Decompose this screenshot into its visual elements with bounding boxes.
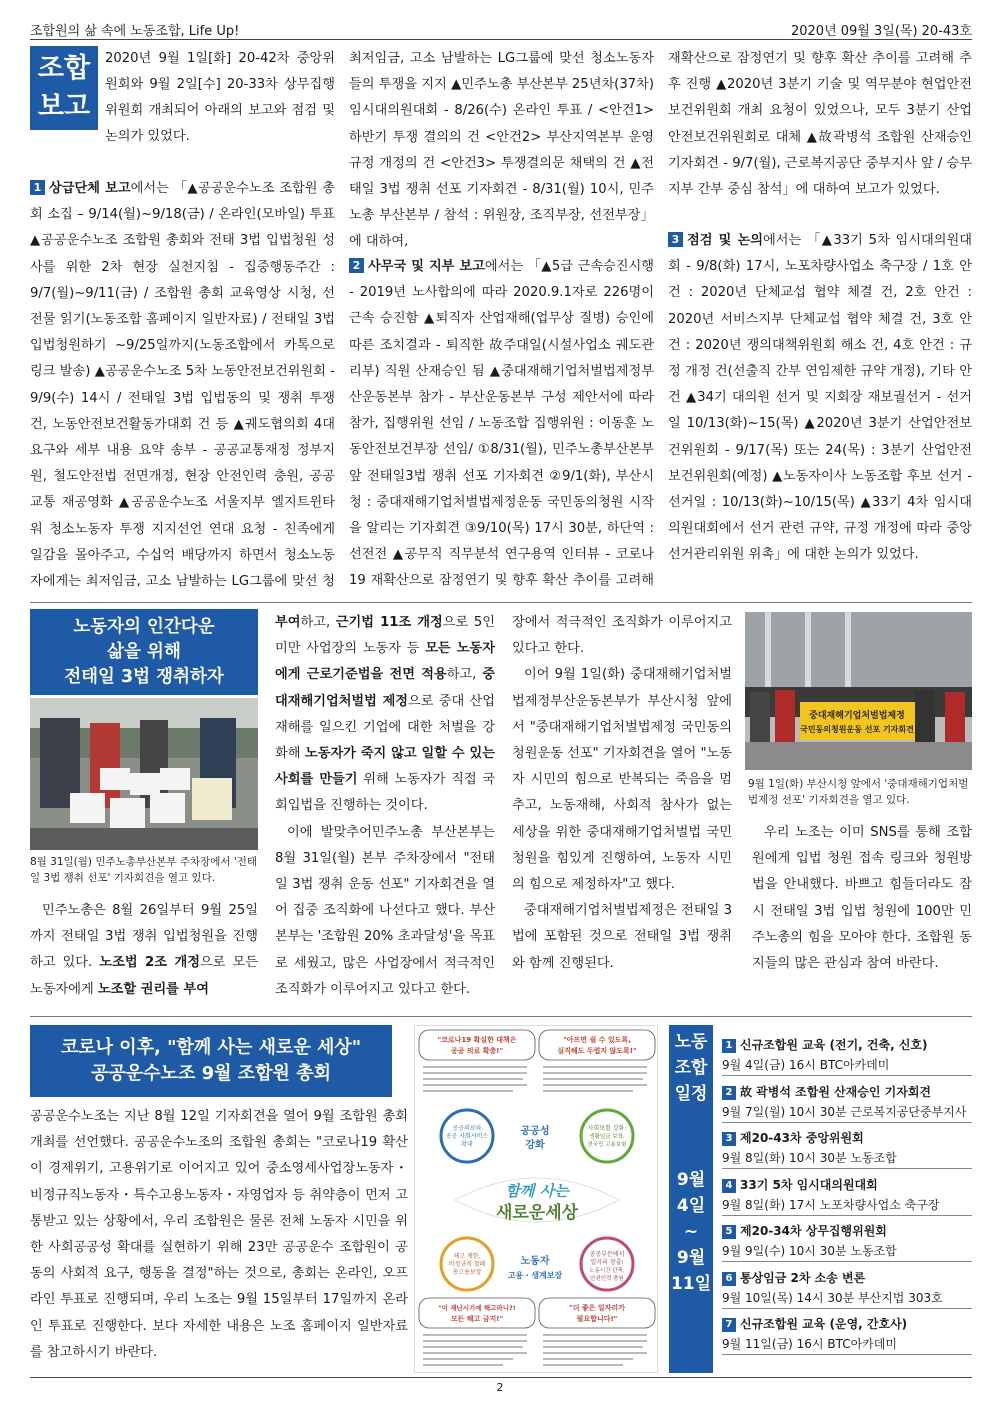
svg-text:함께 사는: 함께 사는 xyxy=(505,1182,569,1200)
photo1-caption: 8월 31일(월) 민주노총부산본부 주차장에서 '전태일 3법 쟁취 선포' 기자회견을 열고 있다. xyxy=(30,856,258,884)
svg-text:공공의료와: 공공의료와 xyxy=(452,1125,482,1132)
svg-text:해고 제한,: 해고 제한, xyxy=(453,1253,481,1260)
svg-text:고용・생계보장: 고용・생계보장 xyxy=(507,1271,563,1280)
svg-text:실직해도 두렵지 않도록!": 실직해도 두렵지 않도록!" xyxy=(557,1047,637,1055)
article2-col1: 민주노총은 8월 26일부터 9월 25일까지 전태일 3법 쟁취 입법청원을 진행하고 있다. 노조법 2조 개정으로 모든 노동자에게 노조할 권리를 부여 xyxy=(30,903,258,997)
schedule-item: 2 故 곽병석 조합원 산재승인 기자회견 9월 7일(월) 10시 30분 근로복지공단중부지사 xyxy=(722,1082,972,1129)
report-column-3: 재확산으로 잠정연기 및 향후 확산 추이를 고려해 추후 진행 ▲2020년 3분기 기술 및 역무분야 현업안전보건위원회 개최 요청이 있었으나, 모두 3분기 산업안전보건위원회로 대체 ▲故곽병석 조합원 산재승인 기자회견 - 9/7(월), 근로복지공단 중부지사 앞 / 승무지부 간부 중심 참석」에 대하여 보고가 있었다. 3 점검 및 논의에서는 「▲33기 5차 임시대의원대회 - 9/8(화) 17시, 노포차량사업소 축구장 / 1호 안건 : 2020년 단체교섭 협약 체결 건, 2호 안건 : 2020년 서비스지부 단체교섭 협약 체결 건, 3호 안건 : 2020년 쟁의대책위원회 해소 건, 4호 안건 : 규정 개정 건(선출직 간부 연임제한 규약 개정), 기타 안건 ▲34기 대의원 선거 및 지회장 재보궐선거 - 선거일 10/13(화)~15(목) ▲2020년 3분기 산업안전보건위원회 - 9/17(목) 또는 24(목) : 3분기 산업안전보건위원회(예정) ▲노동자이사 노동조합 후보 선거 - 선거일 : 10/13(화)~10/15(목) ▲33기 4차 임시대의원대회에서 선거 관련 규약, 규정 개정에 따라 중앙선거관리위원 위촉」에 대한 논의가 있었다. xyxy=(668,46,972,598)
item-title: 점검 및 논의 xyxy=(687,233,763,248)
item-number: 3 xyxy=(668,232,683,247)
svg-text:필요합니다!": 필요합니다!" xyxy=(576,1315,618,1323)
svg-text:"더 좋은 일자리가: "더 좋은 일자리가 xyxy=(569,1304,625,1312)
page-number: 2 xyxy=(496,1381,504,1394)
svg-text:"이 재난시기에 해고라니?!: "이 재난시기에 해고라니?! xyxy=(438,1304,516,1312)
footer-divider xyxy=(30,1377,972,1378)
svg-text:전국민 고용보험: 전국민 고용보험 xyxy=(587,1142,627,1148)
report-item1-continued: 최저임금, 고소 남발하는 LG그룹에 맞선 청소노동자들의 투쟁을 지지 ▲민주노총 부산본부 25년차(37차) 임시대의원대회 - 8/26(수) 온라인 투표 / <안건1> 하반기 투쟁 결의의 건 <안건2> 부산지역본부 운영규정 개정의 건 <안건3> 투쟁결의문 채택의 건 ▲전태일 3법 쟁취 선포 기자회견 - 8/31(월) 10시, 민주노총 부산본부 / 참석 : 위원장, 조직부장, 선전부장」에 대하여, xyxy=(349,51,654,250)
article2-col4: 우리 노조는 이미 SNS를 통해 조합원에게 입법 청원 접속 링크와 청원방법을 안내했다. 바쁘고 힘들더라도 잠시 전태일 3법 입법 청원에 100만 민주노총의 힘을 모아야 한다. 조합원 동지들의 많은 관심과 참여 바란다. xyxy=(752,825,972,972)
svg-text:총고용보장: 총고용보장 xyxy=(452,1269,482,1276)
svg-text:"코로나19 확실한 대책은: "코로나19 확실한 대책은 xyxy=(437,1036,517,1044)
svg-text:노동자: 노동자 xyxy=(520,1256,550,1267)
report-item2-continued: 재확산으로 잠정연기 및 향후 확산 추이를 고려해 추후 진행 ▲2020년 3분기 기술 및 역무분야 현업안전보건위원회 개최 요청이 있었으나, 모두 3분기 산업안전보건위원회로 대체 ▲故곽병석 조합원 산재승인 기자회견 - 9/7(월), 근로복지공단 중부지사 앞 / 승무지부 간부 중심 참석」에 대하여 보고가 있었다. xyxy=(668,51,972,198)
article3-body: 공공운수노조는 지난 8월 12일 기자회견을 열어 9월 조합원 총회 개최를 선언했다. 공공운수노조의 조합원 총회는 "코로나19 확산이 경제위기, 고용위기로 이어지고 있어 중소영세사업장노동자・비정규직노동자・특수고용노동자・자영업자 등 취약층이 먼저 고통받고 있는 상황에서, 우리 조합원은 물론 전체 노동자 시민을 위한 사회공공성 확대를 실현하기 위해 23만 공공운수 조합원이 공동의 사회적 요구, 행동을 결정"하는 것으로, 총회는 온라인, 오프라인 투표로 진행되며, 우리 노조는 9월 15일부터 17일까지 온라인 투표로 진행한다. 보다 자세한 내용은 노조 홈페이지 일반자료를 참고하시기 바란다. xyxy=(30,1109,408,1360)
svg-text:국민동의청원운동 선포 기자회견: 국민동의청원운동 선포 기자회견 xyxy=(800,725,914,734)
schedule-item: 4 33기 5차 임시대의원대회 9월 8일(화) 17시 노포차량사업소 축구장 xyxy=(722,1175,972,1222)
schedule-list xyxy=(722,1035,972,1361)
schedule-item: 5 제20-34차 상무집행위원회 9월 9일(수) 10시 30분 노동조합 xyxy=(722,1221,972,1268)
schedule-label: 노동 조합 일정 9월 4일 ~ 9월 11일 xyxy=(669,1025,713,1373)
svg-text:사회보험 강화:: 사회보험 강화: xyxy=(587,1125,627,1132)
report-intro: 2020년 9월 1일[화] 20-42차 중앙위원회와 9월 2일[수] 20-33차 상무집행위원회 개최되어 아래의 보고와 점검 및 논의가 있었다. xyxy=(105,51,335,144)
article3-title: 코로나 이후, "함께 사는 새로운 세상" 공공운수노조 9월 조합원 총회 xyxy=(30,1025,392,1097)
article2-col3: 장에서 적극적인 조직화가 이루어지고 있다고 한다. 이어 9월 1일(화) 중대재해기업처벌법제정부산운동본부가 부산시청 앞에서 "중대재해기업처벌법제정 국민동의청원운동 선포" 기자회견을 열어 "노동자 시민의 힘으로 반복되는 죽음을 멈추고, 노동재해, 사회적 참사가 없는 세상을 위한 중대재해기업처벌법 국민청원을 힘있게 진행하여, 노동자 시민의 힘으로 제정하자"고 했다. 중대재해기업처벌법제정은 전태일 3법에 포함된 것으로 전태일 3법 쟁취와 함께 진행된다. xyxy=(512,615,732,971)
banner-text: 중대재해기업처벌법제정 xyxy=(809,711,905,721)
item-number: 2 xyxy=(349,258,364,273)
svg-text:일자리 창출:: 일자리 창출: xyxy=(590,1259,624,1266)
svg-text:안전인력 충원: 안전인력 충원 xyxy=(590,1276,624,1282)
svg-text:비정규직 철폐: 비정규직 철폐 xyxy=(448,1261,486,1268)
schedule-item: 6 통상임금 2차 소송 변론 9월 10일(목) 14시 30분 부산지법 303호 xyxy=(722,1268,972,1315)
rally-photo-2 xyxy=(745,612,972,770)
report-item1: 1 상급단체 보고에서는 「▲공공운수노조 조합원 총회 소집 – 9/14(월)~9/18(금) / 온라인(모바일) 투표 ▲공공운수노조 조합원 총회와 전태 3법 입법청원 성사를 위한 2차 현장 실천지침 - 집중행동주간 : 9/7(월)~9/11(금) / 조합원 총회 교육영상 시청, 선전물 읽기(노동조합 홈페이지 일반자료) / 전태일 3법 입법청원하기 ~9/25일까지(노동조합에서 카톡으로 링크 발송) ▲공공운수노조 5차 노동안전보건위원회 - 9/9(수) 14시 / 전태일 3법 입법동의 및 쟁취 투쟁 건, 노동안전보건활동가대회 건 등 ▲궤도협의회 4대 요구와 세부 내용 요약 송부 - 공공교통재정 정부지원, 철도안전법 전면개정, 현장 안전인력 충원, 공공교통 재공영화 ▲공공운수노조 서울지부 엘지트윈타워 청소노동자 투쟁 지지선언 연대 요청 - 친족에게 일감을 몰아주고, 수십억 배당까지 하면서 청소노동자에게는 최저임금, 고소 남발하는 LG그룹에 맞선 청 xyxy=(30,181,335,590)
item-title: 사무국 및 지부 보고 xyxy=(368,259,485,274)
general-assembly-poster xyxy=(414,1025,658,1373)
section-divider xyxy=(30,602,972,603)
photo2-caption: 9월 1일(화) 부산시청 앞에서 '중대재해기업처벌법제정 선포' 기자회견을 열고 있다. xyxy=(748,778,969,806)
svg-text:공공성: 공공성 xyxy=(520,1126,550,1137)
item-number: 1 xyxy=(30,180,45,195)
page-header xyxy=(30,18,972,40)
schedule-item: 7 신규조합원 교육 (운영, 간호사) 9월 11일(금) 16시 BTC아카데미 xyxy=(722,1314,972,1361)
svg-text:새로운세상: 새로운세상 xyxy=(495,1203,579,1223)
svg-text:생활임금 보장,: 생활임금 보장, xyxy=(589,1134,625,1140)
report-column-2-body: 최저임금, 고소 남발하는 LG그룹에 맞선 청소노동자들의 투쟁을 지지 ▲민주노총 부산본부 25년차(37차) 임시대의원대회 - 8/26(수) 온라인 투표 / <안건1> 하반기 투쟁 결의의 건 <안건2> 부산지역본부 운영규정 개정의 건 <안건3> 투쟁결의문 채택의 건 ▲전태일 3법 쟁취 선포 기자회견 - 8/31(월) 10시, 민주노총 부산본부 / 참석 : 위원장, 조직부장, 선전부장」에 대하여, 2 사무국 및 지부 보고에서는 「▲5급 근속승진시행 - 2019년 노사합의에 따라 2020.9.1자로 226명이 근속 승진함 ▲퇴직자 산업재해(업무상 질병) 승인에 따른 조치결과 - 퇴직한 故주대일(시설사업소 궤도관리부) 직원 산재승인 됨 ▲중대재해기업처벌법제정부산운동본부 참가 - 부산운동본부 구성 제안서에 따라 참가, 집행위원 선임 / 노동조합 집행위원 : 이동훈 노동안전보건부장 선임/ ①8/31(월), 민주노총부산본부 앞 전태일3법 쟁취 선포 기자회견 ②9/1(화), 부산시청 : 중대재해기업처벌법제정운동 국민동의청원 시작을 알리는 기자회견 ③9/10(목) 17시 30분, 하단역 : 선전전 ▲공무직 직무분석 연구용역 인터뷰 - 코로나19 재확산으로 잠정연기 및 향후 확산 추이를 고려해 xyxy=(349,46,654,598)
svg-text:모든 해고 금지!": 모든 해고 금지!" xyxy=(450,1315,504,1323)
article2-col2: 부여하고, 근기법 11조 개정으로 5인 미만 사업장의 노동자 등 모든 노동자에게 근로기준법을 전면 적용하고, 중대재해기업처벌법 제정으로 중대 산업재해를 일으킨 기업에 대한 처벌을 강화해 노동자가 죽지 않고 일할 수 있는 사회를 만들기 위해 노동자가 직접 국회입법을 진행하는 것이다. 이에 발맞추어민주노총 부산본부는 8월 31일(월) 본부 주차장에서 "전태일 3법 쟁취 운동 선포" 기자회견을 열어 집중 조직화에 나선다고 했다. 부산본부는 '조합원 20% 초과달성'을 목표로 세웠고, 많은 사업장에서 적극적인 조직화가 이루어지고 있다고 한다. xyxy=(275,615,495,997)
section-divider xyxy=(30,1016,972,1017)
item-title: 상급단체 보고 xyxy=(49,181,131,196)
svg-text:공공부문에서: 공공부문에서 xyxy=(589,1251,625,1258)
svg-text:강화: 강화 xyxy=(525,1140,545,1151)
rally-photo-1 xyxy=(30,698,258,850)
report-title-box: 조합 보고 xyxy=(30,46,98,130)
schedule-item: 3 제20-43차 중앙위원회 9월 8일(화) 10시 30분 노동조합 xyxy=(722,1128,972,1175)
issue-date: 2020년 09월 3일(목) 20-43호 xyxy=(790,24,972,39)
svg-text:노동시간 단축,: 노동시간 단축, xyxy=(589,1268,625,1274)
svg-text:확대: 확대 xyxy=(461,1141,473,1148)
article2-title: 노동자의 인간다운 삶을 위해 전태일 3법 쟁취하자 xyxy=(30,609,258,695)
svg-text:공공 의료 확충!": 공공 의료 확충!" xyxy=(450,1047,504,1055)
svg-text:공공 사회서비스: 공공 사회서비스 xyxy=(445,1133,489,1140)
svg-text:"아프면 쉴 수 있도록,: "아프면 쉴 수 있도록, xyxy=(563,1036,631,1044)
header-slogan: 조합원의 삶 속에 노동조합, Life Up! xyxy=(30,24,240,39)
schedule-item: 1 신규조합원 교육 (전기, 건축, 신호) 9월 4일(금) 16시 BTC아카데미 xyxy=(722,1035,972,1082)
